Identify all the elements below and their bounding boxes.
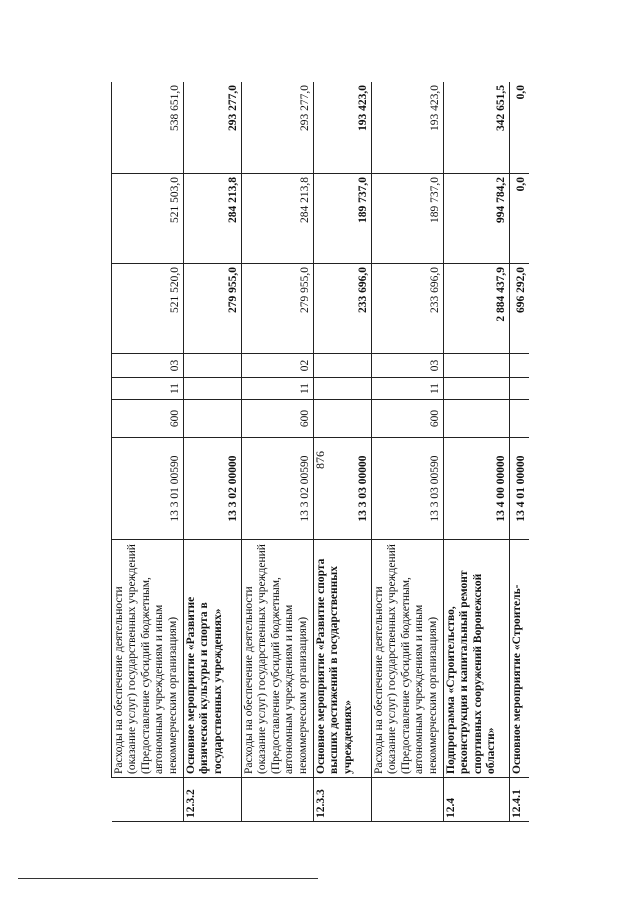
row-number: 12.4.1 (510, 778, 530, 822)
subsection-code (314, 354, 372, 378)
expense-group (184, 400, 242, 438)
target-code: 13 4 00 00000 (444, 438, 510, 540)
row-name: Расходы на обеспечение деятельности (оказание услуг) государственных учреждений (Предоставление субсидий бюджетным, автономным учреждениям и иным некоммерческим организациям) (242, 540, 314, 778)
row-number: 12.3.2 (184, 778, 242, 822)
amount-year-3: 293 277,0 (242, 82, 314, 174)
amount-year-3: 193 423,0 (372, 82, 444, 174)
section-code: 11 (372, 378, 444, 400)
row-number: 12.4 (444, 778, 510, 822)
row-number: 12.3.3 (314, 778, 372, 822)
amount-year-2: 189 737,0 (314, 174, 372, 264)
amount-year-1: 233 696,0 (314, 264, 372, 354)
table-row (112, 82, 184, 822)
target-code: 13 3 01 00590 (112, 438, 184, 540)
target-code: 13 3 02 00000 (184, 438, 242, 540)
row-name: Основное мероприятие «Развитие физической культуры и спорта в государственных учреждениях» (184, 540, 242, 778)
target-code: 13 3 02 00590 (242, 438, 314, 540)
amount-year-2: 521 503,0 (112, 174, 184, 264)
amount-year-1: 696 292,0 (510, 264, 530, 354)
section-code (184, 378, 242, 400)
subsection-code: 03 (112, 354, 184, 378)
row-number (112, 778, 184, 822)
amount-year-3: 538 651,0 (112, 82, 184, 174)
expense-group: 600 (372, 400, 444, 438)
amount-year-1: 279 955,0 (242, 264, 314, 354)
row-name: Подпрограмма «Строительство, реконструкция и капитальный ремонт спортивных сооружений Воронежской области» (444, 540, 510, 778)
target-code: 13 4 01 00000 (510, 438, 530, 540)
section-code (510, 378, 530, 400)
target-code: 13 3 03 00000 (314, 438, 372, 540)
amount-year-3: 293 277,0 (184, 82, 242, 174)
amount-year-3: 342 651,5 (444, 82, 510, 174)
table-row (510, 82, 530, 822)
subsection-code (510, 354, 530, 378)
row-name: Основное мероприятие «Строитель- (510, 540, 530, 778)
subsection-code (184, 354, 242, 378)
amount-year-2: 284 213,8 (242, 174, 314, 264)
expense-group: 600 (112, 400, 184, 438)
amount-year-2: 994 784,2 (444, 174, 510, 264)
rotated-table-area (111, 82, 529, 822)
section-code: 11 (242, 378, 314, 400)
row-number (372, 778, 444, 822)
table-row (444, 82, 510, 822)
page-number: 876 (313, 451, 327, 469)
amount-year-1: 521 520,0 (112, 264, 184, 354)
amount-year-2: 189 737,0 (372, 174, 444, 264)
expense-group (314, 400, 372, 438)
row-number (242, 778, 314, 822)
subsection-code: 03 (372, 354, 444, 378)
section-code (314, 378, 372, 400)
footnote-rule (18, 878, 318, 879)
budget-table (111, 82, 529, 822)
section-code (444, 378, 510, 400)
expense-group (510, 400, 530, 438)
amount-year-1: 2 884 437,9 (444, 264, 510, 354)
target-code: 13 3 03 00590 (372, 438, 444, 540)
amount-year-3: 0,0 (510, 82, 530, 174)
row-name: Расходы на обеспечение деятельности (оказание услуг) государственных учреждений (Предоставление субсидий бюджетным, автономным учреждениям и иным некоммерческим организациям) (372, 540, 444, 778)
table-row (372, 82, 444, 822)
amount-year-2: 0,0 (510, 174, 530, 264)
amount-year-1: 233 696,0 (372, 264, 444, 354)
table-row (314, 82, 372, 822)
section-code: 11 (112, 378, 184, 400)
subsection-code (444, 354, 510, 378)
table-row (242, 82, 314, 822)
row-name: Основное мероприятие «Развитие спорта высших достижений в государственных учреждениях» (314, 540, 372, 778)
subsection-code: 02 (242, 354, 314, 378)
table-row (184, 82, 242, 822)
row-name: Расходы на обеспечение деятельности (оказание услуг) государственных учреждений (Предоставление субсидий бюджетным, автономным учреждениям и иным некоммерческим организациям) (112, 540, 184, 778)
expense-group (444, 400, 510, 438)
amount-year-3: 193 423,0 (314, 82, 372, 174)
amount-year-2: 284 213,8 (184, 174, 242, 264)
amount-year-1: 279 955,0 (184, 264, 242, 354)
expense-group: 600 (242, 400, 314, 438)
